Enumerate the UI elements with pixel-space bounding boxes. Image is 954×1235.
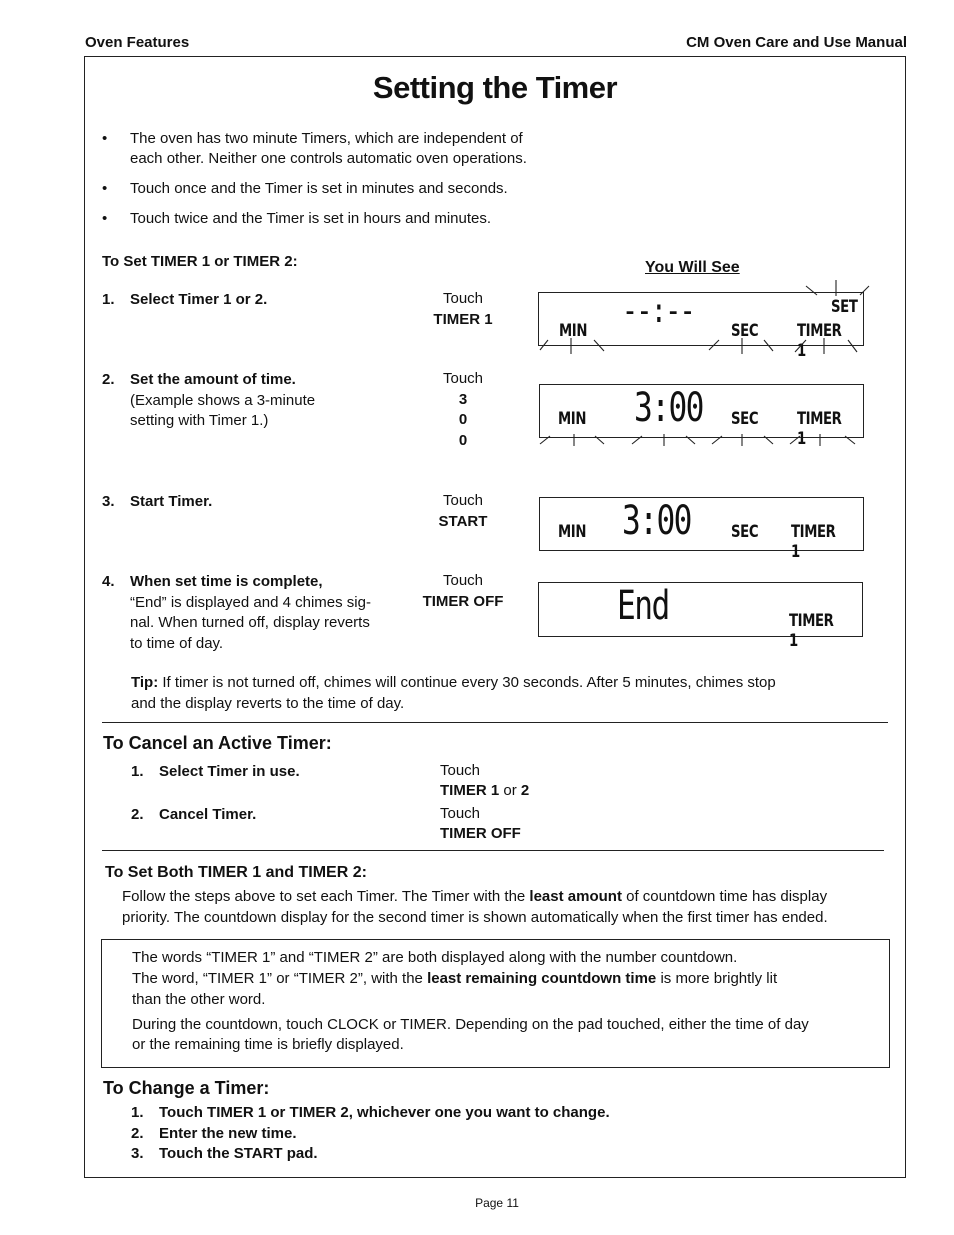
touch-instruction: Touch TIMER OFF <box>408 571 518 612</box>
step-description: (Example shows a 3-minute <box>130 392 316 409</box>
step-number: 3. <box>102 493 115 510</box>
display-sec-label: SEC <box>731 522 759 542</box>
note-text: The word, “TIMER 1” or “TIMER 2”, with the least remaining countdown time is more brightly lit <box>132 970 778 987</box>
bullet-dot-icon: • <box>102 180 108 197</box>
display-min-label: MIN <box>558 522 587 542</box>
header-section-title: Oven Features <box>85 34 190 51</box>
change-heading: To Change a Timer: <box>103 1078 270 1098</box>
step-number: 2. <box>102 371 115 388</box>
step-number: 4. <box>102 573 115 590</box>
key-start[interactable]: START <box>438 512 488 530</box>
display-digits: --:-- <box>622 291 695 331</box>
both-timers-heading: To Set Both TIMER 1 and TIMER 2: <box>105 864 367 881</box>
key-timer-2[interactable]: 2 <box>520 782 530 799</box>
display-sec-label: SEC <box>731 409 759 429</box>
display-digits: 3:00 <box>634 385 703 431</box>
page-number: Page 11 <box>475 1196 519 1210</box>
touch-instruction: Touch TIMER 1 or 2 <box>440 762 530 799</box>
cancel-heading: To Cancel an Active Timer: <box>103 733 332 753</box>
bullet-dot-icon: • <box>102 130 108 147</box>
display-timer-label: TIMER 1 <box>797 321 842 361</box>
step-number: 1. <box>102 291 115 308</box>
touch-instruction: Touch 3 0 0 <box>408 369 518 451</box>
flashing-indicator-icon <box>530 428 875 450</box>
key-timer-off[interactable]: TIMER OFF <box>422 592 504 610</box>
step-text: Enter the new time. <box>159 1125 297 1142</box>
tip-text: and the display reverts to the time of day. <box>131 695 405 712</box>
step-title: Start Timer. <box>130 493 213 510</box>
note-text: or the remaining time is briefly displayed. <box>132 1036 404 1053</box>
display-min-label: MIN <box>559 321 588 341</box>
touch-instruction: Touch START <box>408 491 518 532</box>
key-timer-1[interactable]: TIMER 1 <box>433 310 493 328</box>
flashing-indicator-icon <box>530 280 875 360</box>
step-text: Touch TIMER 1 or TIMER 2, whichever one you want to change. <box>159 1104 610 1121</box>
you-will-see-label: You Will See <box>645 259 740 276</box>
step-title: Set the amount of time. <box>130 371 296 388</box>
key-3[interactable]: 3 <box>458 390 468 408</box>
step-description: to time of day. <box>130 635 224 652</box>
divider <box>102 722 888 723</box>
page-title: Setting the Timer <box>372 70 618 105</box>
bullet-text: each other. Neither one controls automatic oven operations. <box>130 150 527 167</box>
touch-instruction: Touch TIMER OFF <box>440 805 521 842</box>
touch-instruction: Touch TIMER 1 <box>408 289 518 330</box>
display-digits: End <box>617 583 669 629</box>
display-countdown <box>539 497 864 562</box>
step-number: 3. <box>131 1145 144 1162</box>
both-timers-text: priority. The countdown display for the second timer is shown automatically when the first timer has ended. <box>122 909 828 926</box>
note-text: than the other word. <box>132 991 266 1008</box>
step-title: Select Timer 1 or 2. <box>130 291 268 308</box>
bullet-dot-icon: • <box>102 210 108 227</box>
key-timer-off[interactable]: TIMER OFF <box>440 825 521 842</box>
display-digits: 3:00 <box>622 498 691 544</box>
display-min-label: MIN <box>558 409 587 429</box>
set-timer-heading: To Set TIMER 1 or TIMER 2: <box>102 253 298 270</box>
step-title: Select Timer in use. <box>159 763 300 780</box>
note-text: The words “TIMER 1” and “TIMER 2” are both displayed along with the number countdown. <box>132 949 738 966</box>
header-manual-title: CM Oven Care and Use Manual <box>686 34 907 51</box>
step-description: setting with Timer 1.) <box>130 412 269 429</box>
key-timer-1[interactable]: TIMER 1 <box>440 782 500 799</box>
tip-text: Tip: If timer is not turned off, chimes will continue every 30 seconds. After 5 minutes, chimes stop <box>131 674 776 691</box>
step-description: “End” is displayed and 4 chimes sig- <box>130 594 371 611</box>
bullet-text: The oven has two minute Timers, which are independent of <box>130 130 523 147</box>
bullet-text: Touch twice and the Timer is set in hours and minutes. <box>130 210 492 227</box>
both-timers-text: Follow the steps above to set each Timer. The Timer with the least amount of countdown time has display <box>122 888 828 905</box>
key-0[interactable]: 0 <box>458 431 468 449</box>
step-title: Cancel Timer. <box>159 806 257 823</box>
step-title: When set time is complete, <box>130 573 323 590</box>
display-set-label: SET <box>831 297 858 317</box>
step-number: 2. <box>131 1125 144 1142</box>
display-timer-label: TIMER 1 <box>797 409 842 449</box>
note-text: During the countdown, touch CLOCK or TIMER. Depending on the pad touched, either the time of day <box>132 1016 809 1033</box>
display-sec-label: SEC <box>731 321 759 341</box>
step-number: 1. <box>131 1104 144 1121</box>
step-number: 2. <box>131 806 144 823</box>
display-timer-label: TIMER 1 <box>791 522 836 562</box>
divider <box>102 850 884 851</box>
display-end <box>538 582 863 651</box>
bullet-text: Touch once and the Timer is set in minutes and seconds. <box>130 180 508 197</box>
step-description: nal. When turned off, display reverts <box>130 614 370 631</box>
display-timer-label: TIMER 1 <box>789 611 834 651</box>
step-number: 1. <box>131 763 144 780</box>
step-text: Touch the START pad. <box>159 1145 318 1162</box>
key-0[interactable]: 0 <box>458 411 468 428</box>
